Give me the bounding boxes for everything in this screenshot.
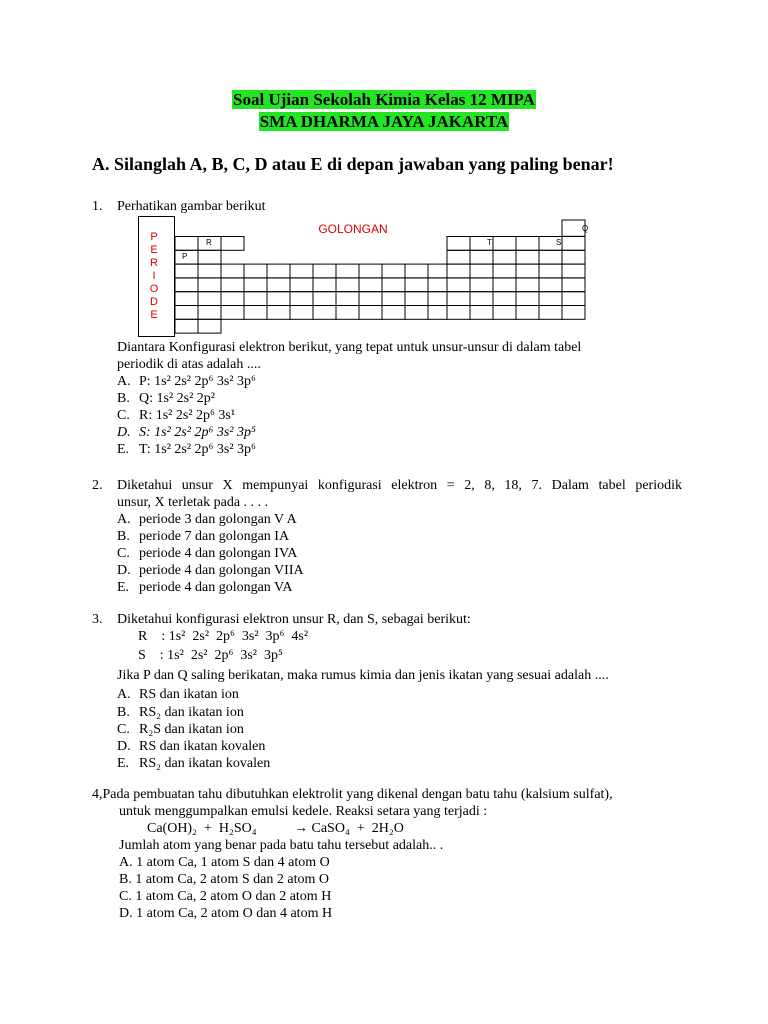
q4-line: untuk menggumpalkan emulsi kedele. Reaksi setara yang terjadi : [119,804,488,819]
element-p-label: P [182,252,188,261]
q2-option-c[interactable] [117,545,297,562]
table-cell [539,250,562,264]
q2-option-a[interactable] [117,511,297,528]
table-cell [313,278,336,292]
q4-option-a[interactable]: A. 1 atom Ca, 1 atom S dan 4 atom O [119,855,330,870]
q2-option-b[interactable] [117,528,289,545]
table-cell [267,264,290,278]
option-text: periode 4 dan golongan VA [139,580,293,595]
option-letter: B. [117,391,130,406]
option-letter: D. [117,739,131,754]
q4-line: 4,Pada pembuatan tahu dibutuhkan elektrolit yang dikenal dengan batu tahu (kalsium sulfat), [92,787,613,802]
q2-option-d[interactable] [117,562,304,579]
table-cell [562,237,585,251]
table-cell [313,306,336,320]
option-letter: A. [117,687,131,702]
option-text: T: 1s² 2s² 2p⁶ 3s² 3p⁶ [139,442,256,457]
q3-number: 3. [92,612,103,627]
q4-option-c[interactable]: C. 1 atom Ca, 2 atom O dan 2 atom H [119,889,332,904]
periode-letter: O [149,283,159,295]
option-text: periode 4 dan golongan IVA [139,546,298,561]
option-letter: D. [117,563,131,578]
table-cell [405,306,428,320]
table-cell [244,292,267,306]
q1-stem-line: Diantara Konfigurasi elektron berikut, yang tepat untuk unsur-unsur di dalam tabel [117,340,582,355]
table-cell [562,278,585,292]
table-cell [382,292,405,306]
table-cell [405,264,428,278]
table-cell [516,278,539,292]
q2-stem-line: unsur, X terletak pada . . . . [117,495,269,510]
option-letter: C. [117,722,130,737]
option-text: S: 1s² 2s² 2p⁶ 3s² 3p⁵ [139,425,256,440]
table-cell [359,278,382,292]
golongan-label: GOLONGAN [318,222,388,236]
q3-option-e[interactable] [117,755,270,772]
option-letter: C. [117,546,130,561]
table-cell [493,264,516,278]
option-text: RS dan ikatan kovalen [139,739,266,754]
q3-option-b[interactable] [117,704,244,721]
table-cell [539,306,562,320]
element-r-label: R [206,238,212,247]
periode-letter: E [150,309,158,321]
title-line-2: SMA DHARMA JAYA JAKARTA [259,112,509,131]
table-cell [447,306,470,320]
q4-option-d[interactable]: D. 1 atom Ca, 2 atom O dan 4 atom H [119,906,333,921]
q1-option-c[interactable] [117,407,235,424]
table-cell [175,237,198,251]
table-cell [313,264,336,278]
table-cell [405,292,428,306]
option-text: Q: 1s² 2s² 2p² [139,391,215,406]
option-letter: E. [117,756,130,771]
periode-letter: R [150,257,158,269]
q3-option-d[interactable] [117,738,265,755]
table-cell [244,264,267,278]
periode-letter: I [152,270,156,282]
table-cell [562,264,585,278]
q1-option-d[interactable] [117,424,256,441]
table-cell [470,306,493,320]
table-cell [267,306,290,320]
table-cell [516,292,539,306]
table-cell [221,237,244,251]
table-cell [470,292,493,306]
table-cell [470,250,493,264]
table-cell [221,264,244,278]
option-letter: B. [117,529,130,544]
table-cell [336,278,359,292]
periode-letter: D [150,296,158,308]
q1-prompt: Perhatikan gambar berikut [117,199,266,214]
q3-option-a[interactable] [117,686,239,703]
option-letter: A. [117,374,131,389]
table-cell [493,292,516,306]
table-cell [198,264,221,278]
table-cell [428,306,447,320]
table-cell [198,250,221,264]
table-cell [382,278,405,292]
q1-stem-line: periodik di atas adalah .... [117,357,261,372]
table-cell [516,264,539,278]
table-cell [562,306,585,320]
q1-option-b[interactable] [117,390,215,407]
table-cell [175,278,198,292]
q4-option-b[interactable]: B. 1 atom Ca, 2 atom S dan 2 atom O [119,872,329,887]
option-text: R₂S dan ikatan ion [139,722,244,737]
option-text: periode 4 dan golongan VIIA [139,563,304,578]
option-text: R: 1s² 2s² 2p⁶ 3s¹ [139,408,236,423]
table-cell [290,306,313,320]
table-cell [359,264,382,278]
option-letter: C. [117,408,130,423]
table-cell [336,292,359,306]
option-letter: B. [117,705,130,720]
option-text: RS dan ikatan ion [139,687,239,702]
table-cell [198,306,221,320]
table-cell [447,264,470,278]
element-t-label: T [487,238,492,247]
table-cell [562,292,585,306]
table-cell [198,278,221,292]
table-cell [244,306,267,320]
table-cell [175,292,198,306]
option-text: RS₂ dan ikatan ion [139,705,244,720]
table-cell [493,237,516,251]
table-cell [359,306,382,320]
periodic-grid [175,220,585,333]
periode-letter: E [150,244,158,256]
periode-letter: P [150,231,158,243]
table-cell [290,292,313,306]
periodic-table-diagram [138,216,608,338]
table-cell [447,278,470,292]
option-text: periode 3 dan golongan V A [139,512,297,527]
table-cell [539,264,562,278]
table-cell [447,237,470,251]
table-cell [493,306,516,320]
table-cell [516,250,539,264]
q3-stem: Diketahui konfigurasi elektron unsur R, dan S, sebagai berikut: [117,612,471,627]
q3-config-r: R : 1s² 2s² 2p⁶ 3s² 3p⁶ 4s² [138,629,309,644]
option-letter: E. [117,442,130,457]
table-cell [470,278,493,292]
table-cell [175,306,198,320]
q1-stem [117,339,677,373]
element-s-label: S [556,238,562,247]
option-text: periode 7 dan golongan IA [139,529,290,544]
title-line-1: Soal Ujian Sekolah Kimia Kelas 12 MIPA [233,90,535,109]
q1-option-a[interactable] [117,373,256,390]
table-cell [175,264,198,278]
option-letter: D. [117,425,131,440]
table-cell [539,292,562,306]
q1-number: 1. [92,199,103,214]
q1-option-e[interactable] [117,441,256,458]
element-q-label: Q [582,224,589,233]
table-cell [562,250,585,264]
table-cell [382,264,405,278]
table-cell [428,264,447,278]
table-cell [290,278,313,292]
q3-config-s: S : 1s² 2s² 2p⁶ 3s² 3p⁵ [138,648,283,663]
table-cell [539,278,562,292]
q2-stem-line: Diketahui unsur X mempunyai konfigurasi elektron = 2, 8, 18, 7. Dalam tabel periodik [117,478,682,493]
table-cell [428,292,447,306]
option-text: RS₂ dan ikatan kovalen [139,756,271,771]
table-cell [336,264,359,278]
table-cell [198,292,221,306]
table-cell [336,306,359,320]
option-letter: A. [117,512,131,527]
table-cell [382,306,405,320]
table-cell [493,278,516,292]
q2-option-e[interactable] [117,579,292,596]
table-cell [516,237,539,251]
table-cell [447,292,470,306]
q3-option-c[interactable] [117,721,244,738]
q4-reaction-left: Ca(OH)₂ + H₂SO₄ [147,821,257,836]
table-cell [221,292,244,306]
section-a-instruction: A. Silanglah A, B, C, D atau E di depan jawaban yang paling benar! [92,154,614,174]
table-cell [221,278,244,292]
table-cell [405,278,428,292]
periode-label [150,231,159,321]
q3-question: Jika P dan Q saling berikatan, maka rumus kimia dan jenis ikatan yang sesuai adalah .... [117,668,609,683]
table-cell [198,319,221,333]
table-cell [244,278,267,292]
table-cell [428,278,447,292]
table-cell [470,264,493,278]
q4-reaction-right: → CaSO₄ + 2H₂O [294,821,404,836]
table-cell [516,306,539,320]
table-cell [313,292,336,306]
option-letter: E. [117,580,130,595]
table-cell [221,306,244,320]
q4-question: Jumlah atom yang benar pada batu tahu tersebut adalah.. . [119,838,444,853]
table-cell [447,250,470,264]
table-cell [175,319,198,333]
table-cell [359,292,382,306]
table-cell [267,278,290,292]
q2-number: 2. [92,478,103,493]
table-cell [290,264,313,278]
table-cell [493,250,516,264]
option-text: P: 1s² 2s² 2p⁶ 3s² 3p⁶ [139,374,256,389]
table-cell [267,292,290,306]
